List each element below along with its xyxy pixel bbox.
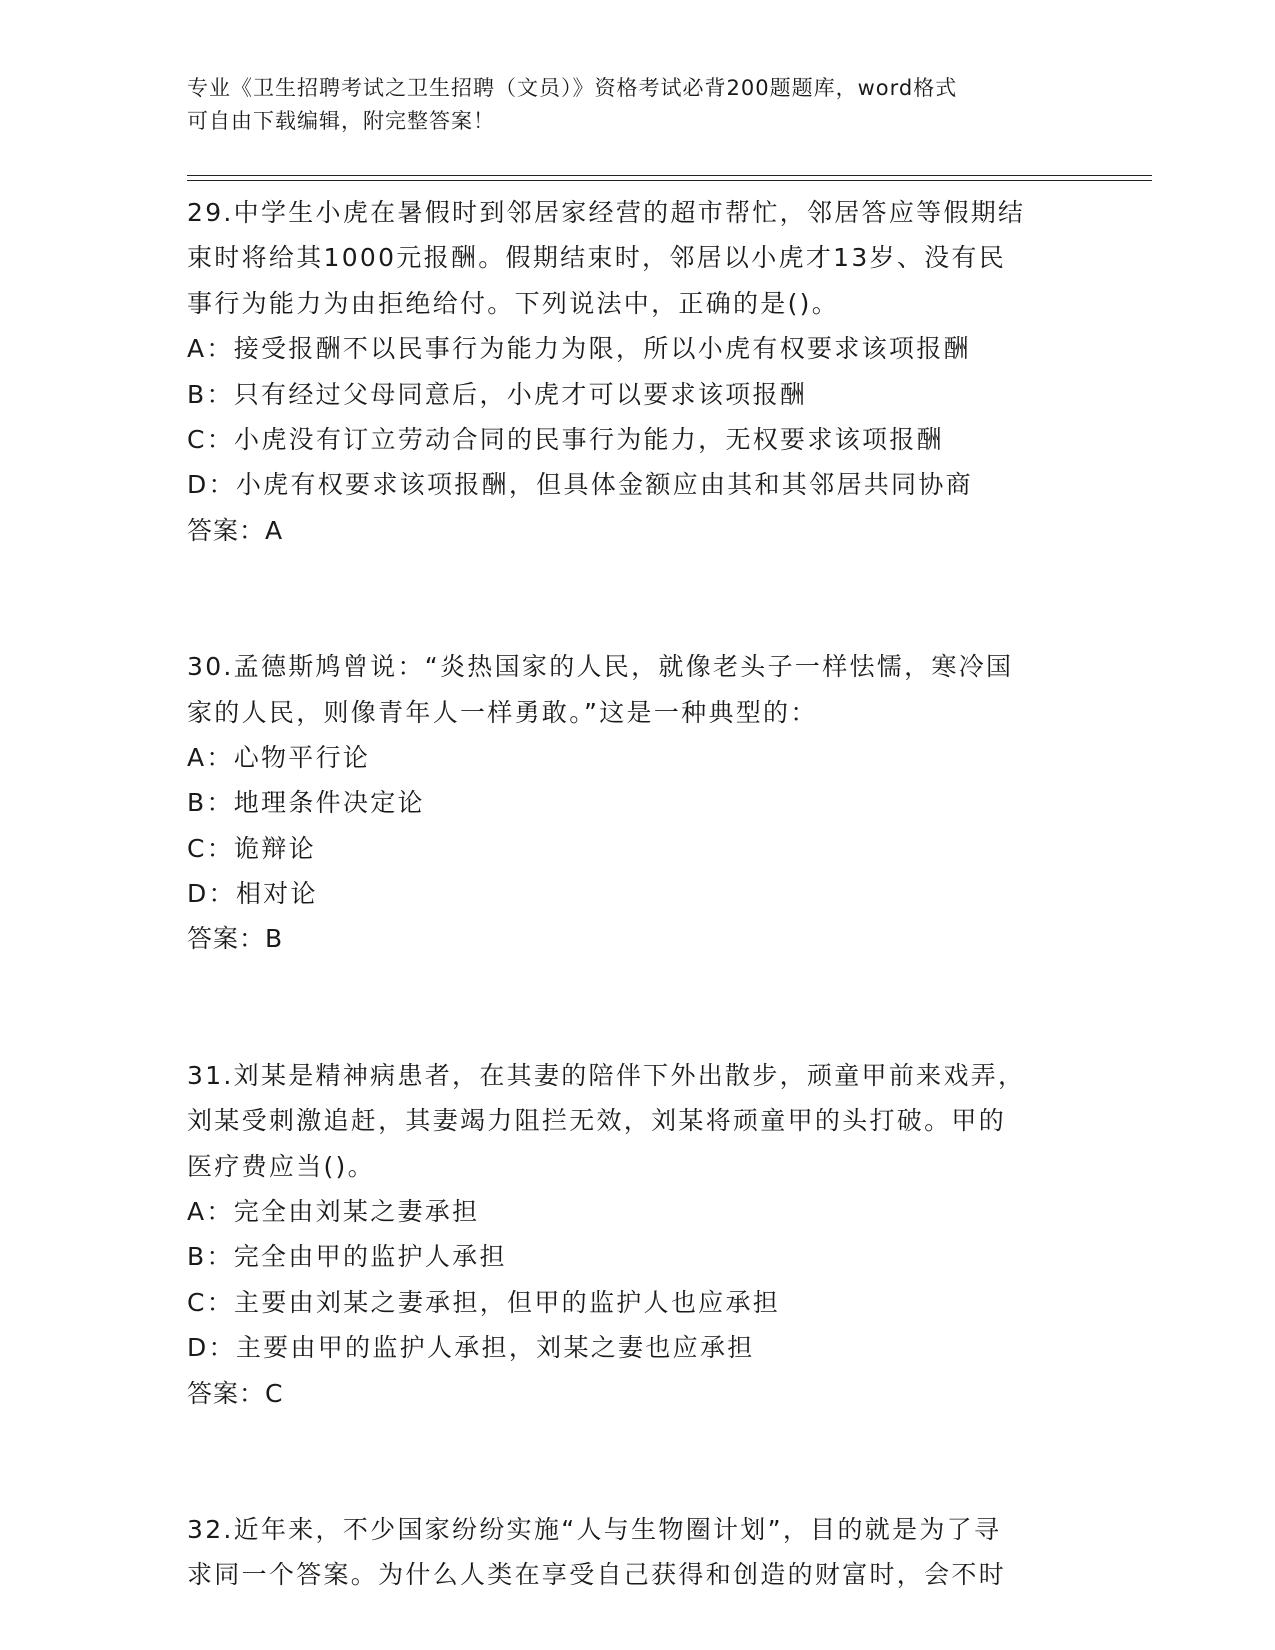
question-text-line: 家的人民，则像青年人一样勇敢。”这是一种典型的： <box>187 697 818 727</box>
question-list <box>187 190 1087 1598</box>
question-text-line: 30.孟德斯鸠曾说：“炎热国家的人民，就像老头子一样怯懦，寒冷国 <box>187 652 1014 682</box>
option-a: A：心物平行论 <box>187 742 371 772</box>
question-32 <box>187 1507 1087 1598</box>
document-header <box>187 72 1067 138</box>
option-c: C：小虎没有订立劳动合同的民事行为能力，无权要求该项报酬 <box>187 424 944 454</box>
answer-label: 答案：C <box>187 1378 284 1408</box>
question-30 <box>187 644 1087 962</box>
header-title-line-1: 专业《卫生招聘考试之卫生招聘（文员）》资格考试必背200题题库，word格式 <box>187 76 958 100</box>
header-divider-top <box>187 175 1152 176</box>
option-a: A：接受报酬不以民事行为能力为限，所以小虎有权要求该项报酬 <box>187 334 971 364</box>
option-b: B：地理条件决定论 <box>187 788 425 818</box>
option-d: D：相对论 <box>187 879 318 909</box>
question-text-line: 刘某受刺激追赶，其妻竭力阻拦无效，刘某将顽童甲的头打破。甲的 <box>187 1106 1007 1136</box>
question-text-line: 32.近年来，不少国家纷纷实施“人与生物圈计划”，目的就是为了寻 <box>187 1514 1002 1544</box>
question-text-line: 求同一个答案。为什么人类在享受自己获得和创造的财富时，会不时 <box>187 1560 1007 1590</box>
answer-label: 答案：A <box>187 515 284 545</box>
answer-label: 答案：B <box>187 924 284 954</box>
question-spacer <box>187 1416 1087 1507</box>
question-text-line: 事行为能力为由拒绝给付。下列说法中，正确的是()。 <box>187 288 840 318</box>
question-text-line: 医疗费应当()。 <box>187 1151 375 1181</box>
header-divider-bottom <box>187 180 1152 181</box>
question-29 <box>187 190 1087 553</box>
option-a: A：完全由刘某之妻承担 <box>187 1197 480 1227</box>
question-31 <box>187 1053 1087 1416</box>
option-c: C：主要由刘某之妻承担，但甲的监护人也应承担 <box>187 1287 781 1317</box>
header-title-line-2: 可自由下载编辑，附完整答案！ <box>187 109 495 133</box>
question-text-line: 束时将给其1000元报酬。假期结束时，邻居以小虎才13岁、没有民 <box>187 243 1007 273</box>
option-c: C：诡辩论 <box>187 833 316 863</box>
option-d: D：主要由甲的监护人承担，刘某之妻也应承担 <box>187 1333 755 1363</box>
question-text-line: 29.中学生小虎在暑假时到邻居家经营的超市帮忙，邻居答应等假期结 <box>187 198 1026 227</box>
option-b: B：完全由甲的监护人承担 <box>187 1242 507 1272</box>
option-b: B：只有经过父母同意后，小虎才可以要求该项报酬 <box>187 379 808 409</box>
question-spacer <box>187 553 1087 644</box>
question-spacer <box>187 962 1087 1053</box>
option-d: D：小虎有权要求该项报酬，但具体金额应由其和其邻居共同协商 <box>187 470 973 500</box>
question-text-line: 31.刘某是精神病患者，在其妻的陪伴下外出散步，顽童甲前来戏弄， <box>187 1060 1026 1090</box>
